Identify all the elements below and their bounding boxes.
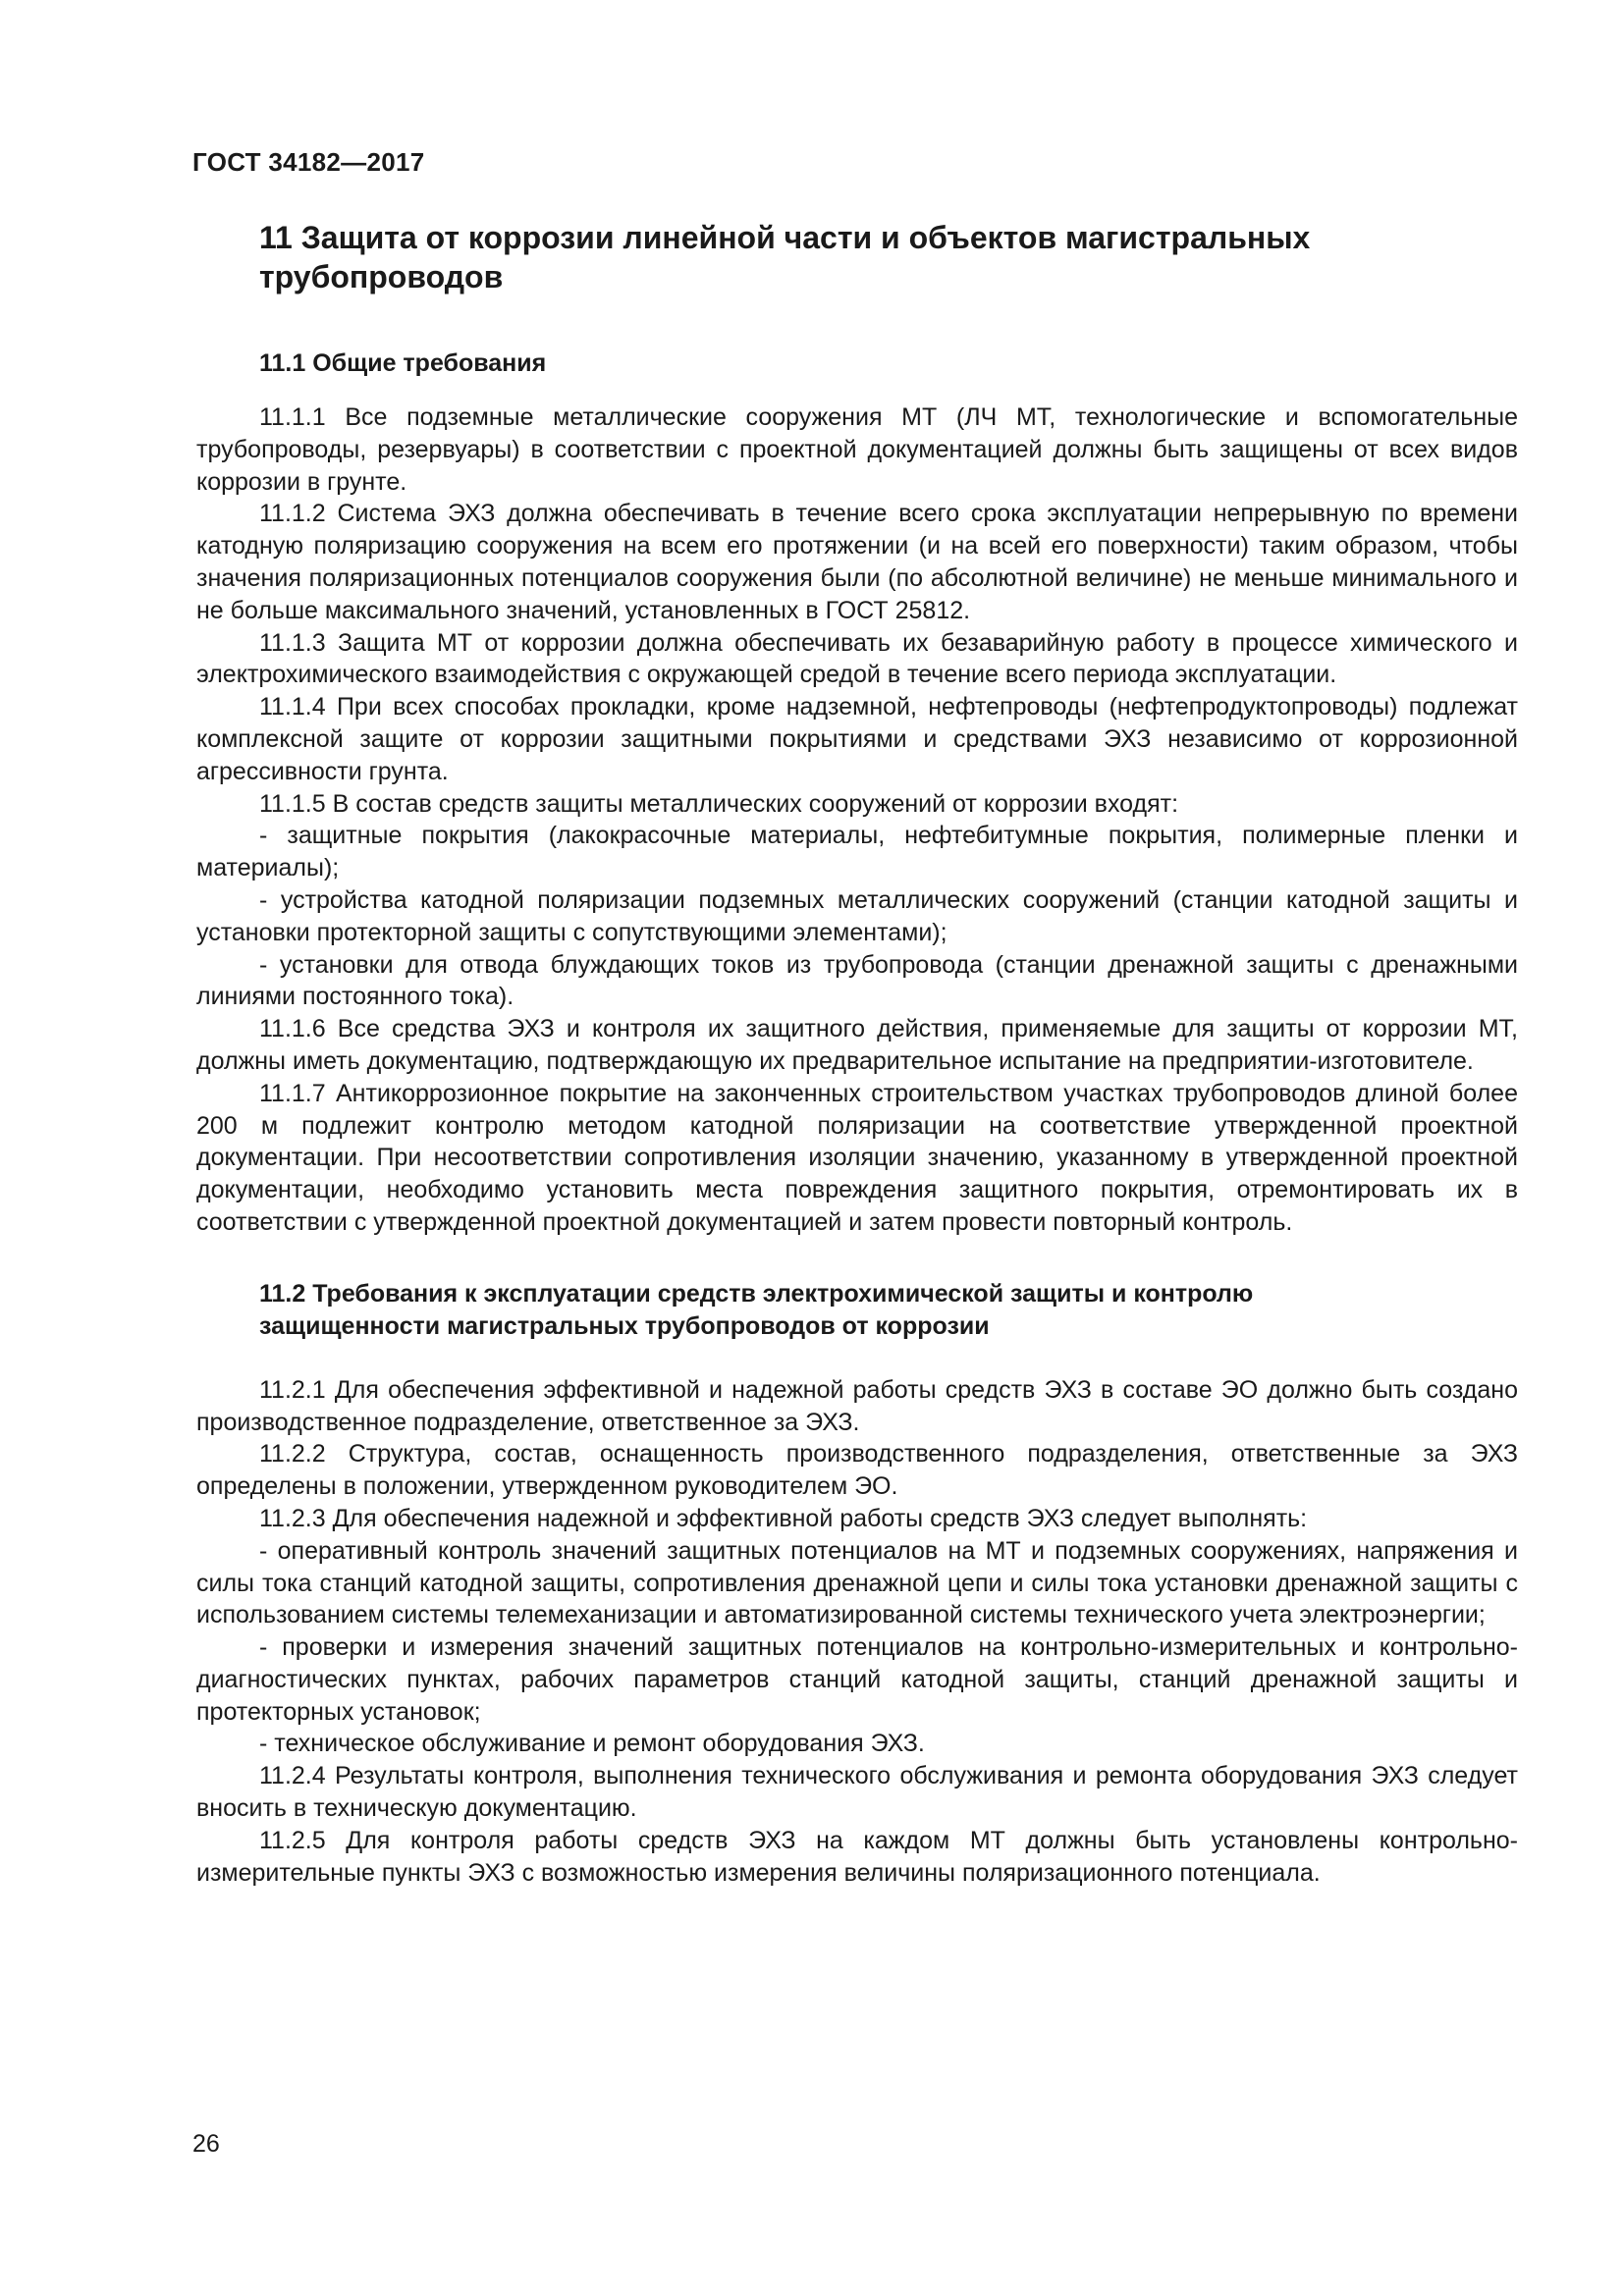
paragraph-11-2-3: 11.2.3 Для обеспечения надежной и эффективной работы средств ЭХЗ следует выполнять:: [259, 1504, 1308, 1532]
section-11-title: 11 Защита от коррозии линейной части и объектов магистральных трубопроводов: [259, 220, 1311, 294]
list-item-cathodic-devices: - устройства катодной поляризации подземных металлических сооружений (станции катодной защиты и установки протекторной защиты с сопутствующими элементами);: [196, 885, 1518, 946]
document-body: [196, 218, 1518, 1889]
list-item-stray-current: - установки для отвода блуждающих токов из трубопровода (станции дренажной защиты с дренажными линиями постоянного тока).: [196, 950, 1518, 1011]
list-item-maintenance: - техническое обслуживание и ремонт оборудования ЭХЗ.: [259, 1730, 925, 1758]
paragraph-11-1-4: 11.1.4 При всех способах прокладки, кроме надземной, нефтепроводы (нефтепродуктопроводы) подлежат комплексной защите от коррозии защитными покрытиями и средствами ЭХЗ независимо от коррозионной агрессивности грунта.: [196, 693, 1518, 785]
standard-header: ГОСТ 34182—2017: [192, 147, 425, 177]
paragraph-11-2-5: 11.2.5 Для контроля работы средств ЭХЗ на каждом МТ должны быть установлены контрольно-измерительные пункты ЭХЗ с возможностью измерения величины поляризационного потенциала.: [196, 1826, 1518, 1887]
paragraph-11-2-1: 11.2.1 Для обеспечения эффективной и надежной работы средств ЭХЗ в составе ЭО должно быть создано производственное подразделение, ответственное за ЭХЗ.: [196, 1375, 1518, 1436]
paragraph-11-1-3: 11.1.3 Защита МТ от коррозии должна обеспечивать их безаварийную работу в процессе химического и электрохимического взаимодействия с окружающей средой в течение всего периода эксплуатации.: [196, 628, 1518, 689]
list-item-operational-control: - оперативный контроль значений защитных потенциалов на МТ и подземных сооружениях, напряжения и силы тока станций катодной защиты, сопротивления дренажной цепи и силы тока установки дренажной защиты с использованием системы телемеханизации и автоматизированной системы технического учета электроэнергии;: [196, 1536, 1518, 1629]
paragraph-11-2-4: 11.2.4 Результаты контроля, выполнения технического обслуживания и ремонта оборудования ЭХЗ следует вносить в техническую документацию.: [196, 1762, 1518, 1823]
paragraph-11-1-1: 11.1.1 Все подземные металлические сооружения МТ (ЛЧ МТ, технологические и вспомогательные трубопроводы, резервуары) в соответствии с проектной документацией должны быть защищены от всех видов коррозии в грунте.: [196, 403, 1518, 496]
list-item-coatings: - защитные покрытия (лакокрасочные материалы, нефтебитумные покрытия, полимерные пленки и материалы);: [196, 822, 1518, 882]
paragraph-11-1-6: 11.1.6 Все средства ЭХЗ и контроля их защитного действия, применяемые для защиты от коррозии МТ, должны иметь документацию, подтверждающую их предварительное испытание на предприятии-изготовителе.: [196, 1015, 1518, 1075]
paragraph-11-1-2: 11.1.2 Система ЭХЗ должна обеспечивать в течение всего срока эксплуатации непрерывную по времени катодную поляризацию сооружения на всем его протяжении (и на всей его поверхности) таким образом, чтобы значения поляризационных потенциалов сооружения были (по абсолютной величине) не меньше минимального и не больше максимального значений, установленных в ГОСТ 25812.: [196, 500, 1518, 624]
paragraph-11-1-7: 11.1.7 Антикоррозионное покрытие на законченных строительством участках трубопроводов длиной более 200 м подлежит контролю методом катодной поляризации на соответствие утвержденной проектной документации. При несоответствии сопротивления изоляции значению, указанному в утвержденной проектной документации, необходимо установить места повреждения защитного покрытия, отремонтировать их в соответствии с утвержденной проектной документацией и затем провести повторный контроль.: [196, 1079, 1518, 1236]
paragraph-11-1-5: 11.1.5 В состав средств защиты металлических сооружений от коррозии входят:: [259, 789, 1179, 818]
paragraph-11-2-2: 11.2.2 Структура, состав, оснащенность производственного подразделения, ответственные за ЭХЗ определены в положении, утвержденном руководителем ЭО.: [196, 1440, 1518, 1501]
page-number: 26: [192, 2130, 220, 2158]
list-item-inspections: - проверки и измерения значений защитных потенциалов на контрольно-измерительных и контрольно-диагностических пунктах, рабочих параметров станций катодной защиты, станций дренажной защиты и протекторных установок;: [196, 1633, 1518, 1726]
section-11-2-title: 11.2 Требования к эксплуатации средств электрохимической защиты и контролю защищенности магистральных трубопроводов от коррозии: [259, 1279, 1254, 1340]
section-11-1-title: 11.1 Общие требования: [259, 349, 547, 377]
